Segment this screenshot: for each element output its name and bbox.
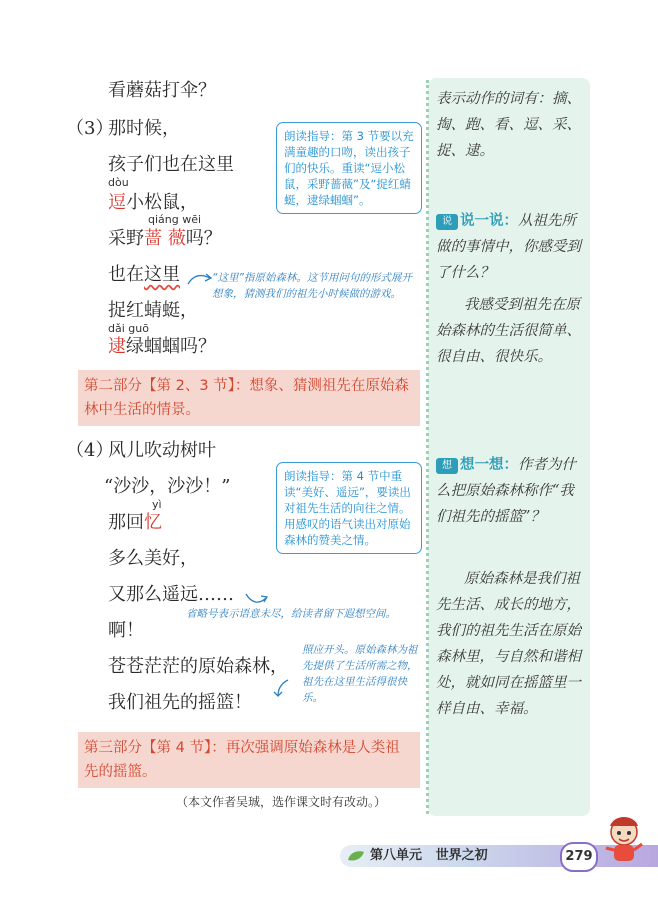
sidebar-verbs-note: 表示动作的词有：摘、掏、跑、看、逗、采、捉、逮。 xyxy=(436,91,581,159)
poem-text: 绿蝈蝈吗？ xyxy=(126,336,216,357)
poem-text: 小松鼠， xyxy=(126,192,198,213)
margin-note: 省略号表示语意未尽，给读者留下遐想空间。 xyxy=(186,608,396,620)
poem-text: 吗？ xyxy=(185,228,222,249)
poem-line xyxy=(108,264,180,286)
footer-unit xyxy=(370,846,488,866)
sidebar-say-answer: 我感受到祖先在原始森林的生活很简单、很自由、很快乐。 xyxy=(436,297,581,365)
pinyin-annotation: dǎi guō xyxy=(108,322,149,335)
sidebar-think-heading: 想一想： xyxy=(460,457,518,473)
pinyin-annotation: qiáng wēi xyxy=(148,213,202,226)
margin-note: 照应开头。原始森林为祖先提供了生活所需之物，祖先在这里生活得很快乐。 xyxy=(302,644,418,704)
section-summary-part3: 第三部分【第 4 节】：再次强调原始森林是人类祖先的摇篮。 xyxy=(78,732,420,788)
arrow-icon xyxy=(186,270,214,288)
wavy-underlined-text: 这里 xyxy=(144,264,180,285)
footer-unit-title: 世界之初 xyxy=(435,848,488,863)
poem-line: 那时候， xyxy=(108,118,180,139)
poem-line: 多么美好， xyxy=(108,548,198,569)
thinking-icon: 想 xyxy=(436,458,458,474)
sidebar-say-question-text: 从祖先所做的事情中，你感受到了什么？ xyxy=(436,213,581,281)
poem-line: “沙沙，沙沙！” xyxy=(104,476,231,497)
sidebar-say-question xyxy=(436,208,584,286)
margin-note: “这里”指原始森林。这节用问句的形式展开想象，猜测我们的祖先小时候做的游戏。 xyxy=(212,272,412,300)
highlight-character: 逗 xyxy=(108,192,126,213)
sidebar-think-question-text: 作者为什么把原始森林称作“我们祖先的摇篮”？ xyxy=(436,457,576,525)
poem-line: 啊！ xyxy=(108,620,144,641)
sidebar-divider xyxy=(426,80,435,814)
poem-line: 看蘑菇打伞？ xyxy=(108,80,216,101)
poem-line: 风儿吹动树叶 xyxy=(108,440,216,461)
poem-text: 那回 xyxy=(108,512,144,533)
highlight-character: 忆 xyxy=(144,512,162,533)
stanza-number-4: （4） xyxy=(66,440,114,461)
poem-text: 采野 xyxy=(108,228,144,249)
poem-line xyxy=(108,336,216,358)
poem-line: 又那么遥远…… xyxy=(108,584,234,605)
pinyin-annotation: dòu xyxy=(108,176,129,189)
sidebar-say-heading: 说一说： xyxy=(460,213,518,229)
pinyin-annotation: yì xyxy=(152,498,162,511)
poem-line xyxy=(108,512,162,534)
poem-line: 我们祖先的摇篮！ xyxy=(108,692,252,713)
reading-guide-note: 朗读指导：第 4 节中重读“美好、遥远”，要读出对祖先生活的向往之情。用感叹的语气读出对原始森林的赞美之情。 xyxy=(276,462,422,554)
poem-line: 孩子们也在这里 xyxy=(108,154,234,175)
highlight-character: 逮 xyxy=(108,336,126,357)
mascot-icon xyxy=(600,812,648,866)
poem-text: 也在 xyxy=(108,264,144,285)
footer-unit-label: 第八单元 xyxy=(370,848,423,863)
poem-line xyxy=(108,228,222,250)
arrow-icon xyxy=(272,676,294,698)
reading-guide-note: 朗读指导：第 3 节要以充满童趣的口吻，读出孩子们的快乐。重读“逗小松鼠，采野蔷薇”及“捉红蜻蜓，逮绿蝈蝈”。 xyxy=(276,122,422,214)
highlight-character: 蔷 薇 xyxy=(144,228,186,249)
speech-icon: 说 xyxy=(436,214,458,230)
stanza-number-3: （3） xyxy=(66,118,114,139)
page-number: 279 xyxy=(560,842,598,872)
section-summary-part2: 第二部分【第 2、3 节】：想象、猜测祖先在原始森林中生活的情景。 xyxy=(78,370,420,426)
poem-line: 捉红蜻蜓， xyxy=(108,300,198,321)
sidebar-think-answer: 原始森林是我们祖先生活、成长的地方，我们的祖先生活在原始森林里，与自然和谐相处，就如同在摇篮里一样自由、幸福。 xyxy=(436,571,581,717)
sidebar-think-question xyxy=(436,452,584,530)
poem-line: 苍苍茫茫的原始森林， xyxy=(108,656,288,677)
source-note: （本文作者吴珹，选作课文时有改动。） xyxy=(176,795,387,809)
poem-line xyxy=(108,192,198,214)
leaf-icon xyxy=(346,848,366,864)
